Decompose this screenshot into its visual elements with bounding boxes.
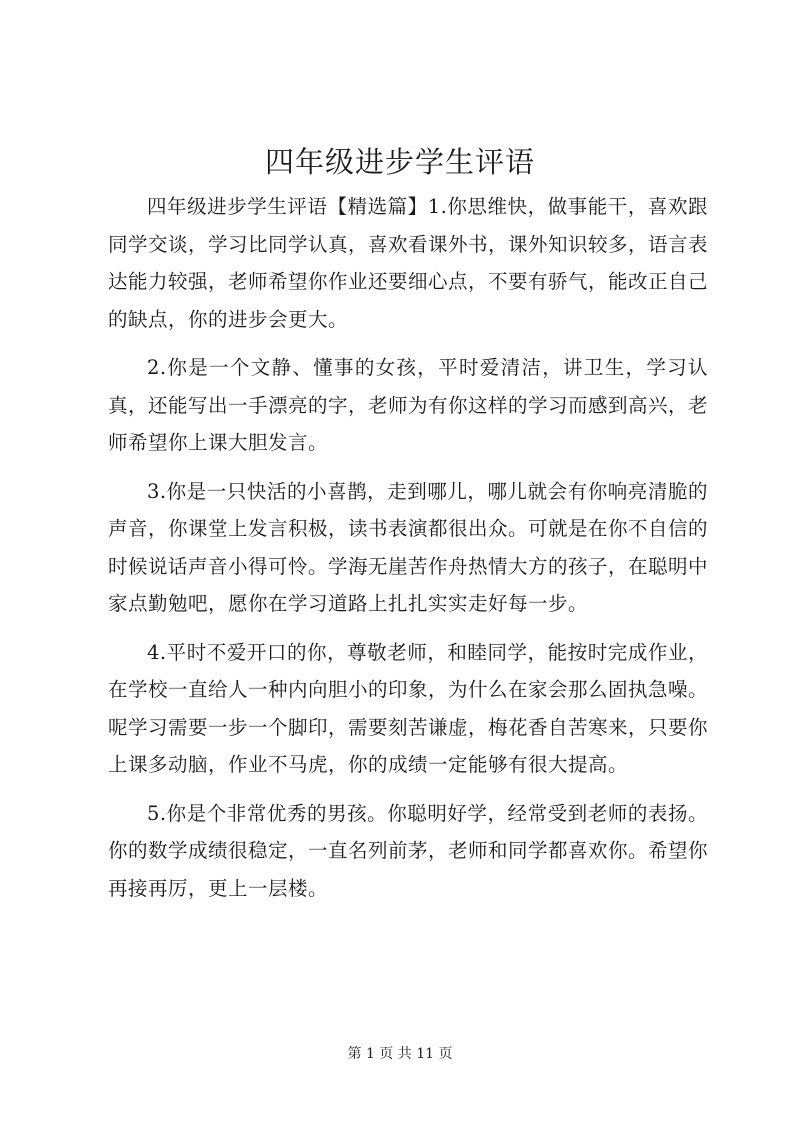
paragraph-3: 3.你是一只快活的小喜鹊，走到哪儿，哪儿就会有你响亮清脆的声音，你课堂上发言积极，读书表演都很出众。可就是在你不自信的时候说话声音小得可怜。学海无崖苦作舟热情大方的孩子，在聪明中家点勤勉吧，愿你在学习道路上扎扎实实走好每一步。 xyxy=(108,479,709,615)
paragraph-4: 4.平时不爱开口的你，尊敬老师，和睦同学，能按时完成作业，在学校一直给人一种内向胆小的印象，为什么在家会那么固执急噪。呢学习需要一步一个脚印，需要刻苦谦虚，梅花香自苦寒来，只要你上课多动脑，作业不马虎，你的成绩一定能够有很大提高。 xyxy=(108,640,709,776)
document-body xyxy=(108,188,708,918)
paragraph-5: 5.你是个非常优秀的男孩。你聪明好学，经常受到老师的表扬。你的数学成绩很稳定，一直名列前茅，老师和同学都喜欢你。希望你再接再厉，更上一层楼。 xyxy=(108,801,709,900)
paragraph-1: 四年级进步学生评语【精选篇】1.你思维快，做事能干，喜欢跟同学交谈，学习比同学认真，喜欢看课外书，课外知识较多，语言表达能力较强，老师希望你作业还要细心点，不要有骄气，能改正自己的缺点，你的进步会更大。 xyxy=(108,195,709,331)
page-number-footer: 第 1 页 共 11 页 xyxy=(347,1046,453,1062)
document-title: 四年级进步学生评语 xyxy=(264,145,535,179)
paragraph-2: 2.你是一个文静、懂事的女孩，平时爱清洁，讲卫生，学习认真，还能写出一手漂亮的字，老师为有你这样的学习而感到高兴，老师希望你上课大胆发言。 xyxy=(108,356,709,454)
